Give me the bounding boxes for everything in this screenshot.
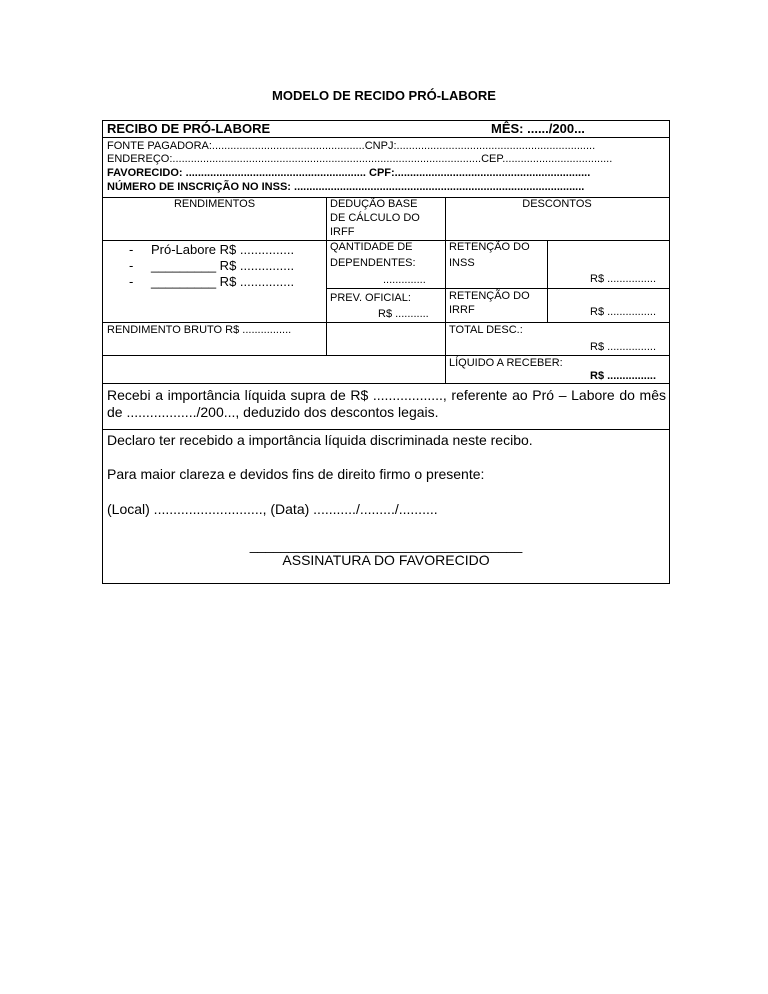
divider bbox=[326, 197, 327, 355]
list-item-dash: - bbox=[129, 274, 134, 289]
deducao-header-line1: DEDUÇÃO BASE bbox=[330, 198, 418, 210]
total-desc-value: R$ ................ bbox=[590, 341, 657, 353]
fonte-pagadora-field: FONTE PAGADORA:..................................................CNPJ:................................................................. bbox=[107, 140, 596, 152]
retencao-inss-label: RETENÇÃO DO bbox=[449, 241, 530, 253]
list-item: _________ R$ ............... bbox=[151, 274, 295, 289]
declaro-text: Declaro ter recebido a importância líquida discriminada neste recibo. bbox=[107, 432, 533, 448]
recebi-paragraph: Recebi a importância líquida supra de R$ .................., referente ao Pró – Labore do mês de ................../200..., deduzido dos descontos legais. bbox=[107, 387, 666, 420]
retencao-irrf-label: RETENÇÃO DO bbox=[449, 290, 530, 302]
divider bbox=[103, 355, 669, 356]
liquido-label: LÍQUIDO A RECEBER: bbox=[449, 357, 563, 369]
deducao-header-line2: DE CÁLCULO DO bbox=[330, 212, 420, 224]
page-title: MODELO DE RECIDO PRÓ-LABORE bbox=[272, 88, 496, 103]
retencao-irrf-label: IRRF bbox=[449, 304, 475, 316]
divider bbox=[103, 429, 669, 430]
list-item-dash: - bbox=[129, 242, 134, 257]
quantidade-dependentes-label: QANTIDADE DE bbox=[330, 241, 413, 253]
endereco-field: ENDEREÇO:.....................................................................................................CEP.................................... bbox=[107, 153, 613, 165]
favorecido-field: FAVORECIDO: ........................................................... CPF:................................................................ bbox=[107, 167, 591, 179]
list-item-dash: - bbox=[129, 258, 134, 273]
total-desc-label: TOTAL DESC.: bbox=[449, 324, 523, 336]
divider bbox=[103, 137, 669, 138]
signature-line: ___________________________________ bbox=[249, 537, 523, 553]
list-item: _________ R$ ............... bbox=[151, 258, 295, 273]
list-item: Pró-Labore R$ ............... bbox=[151, 242, 295, 257]
descontos-header: DESCONTOS bbox=[522, 198, 592, 210]
rendimentos-header: RENDIMENTOS bbox=[173, 198, 256, 210]
prev-oficial-value: R$ ........... bbox=[378, 308, 429, 320]
retencao-inss-value: R$ ................ bbox=[590, 273, 657, 285]
local-data-field: (Local) ............................, (Data) .........../........./.......... bbox=[107, 501, 438, 517]
liquido-value: R$ ................ bbox=[590, 370, 657, 382]
numero-inss-field: NÚMERO DE INSCRIÇÃO NO INSS: ............................................................................................... bbox=[107, 181, 585, 193]
divider bbox=[103, 383, 669, 384]
prev-oficial-label: PREV. OFICIAL: bbox=[330, 292, 411, 304]
divider bbox=[326, 288, 669, 289]
divider bbox=[445, 197, 446, 383]
clareza-text: Para maior clareza e devidos fins de direito firmo o presente: bbox=[107, 466, 485, 482]
retencao-irrf-value: R$ ................ bbox=[590, 306, 657, 318]
deducao-header-line3: IRFF bbox=[330, 226, 355, 238]
quantidade-dependentes-label: DEPENDENTES: bbox=[330, 257, 416, 269]
receipt-form bbox=[102, 120, 670, 584]
quantidade-dependentes-value: .............. bbox=[383, 274, 426, 286]
retencao-inss-label: INSS bbox=[449, 257, 475, 269]
recibo-label: RECIBO DE PRÓ-LABORE bbox=[107, 121, 271, 136]
mes-label: MÊS: ....../200... bbox=[491, 121, 585, 136]
divider bbox=[103, 322, 669, 323]
rendimento-bruto-field: RENDIMENTO BRUTO R$ ................ bbox=[107, 324, 292, 336]
divider bbox=[547, 240, 548, 322]
signature-label: ASSINATURA DO FAVORECIDO bbox=[282, 552, 490, 568]
